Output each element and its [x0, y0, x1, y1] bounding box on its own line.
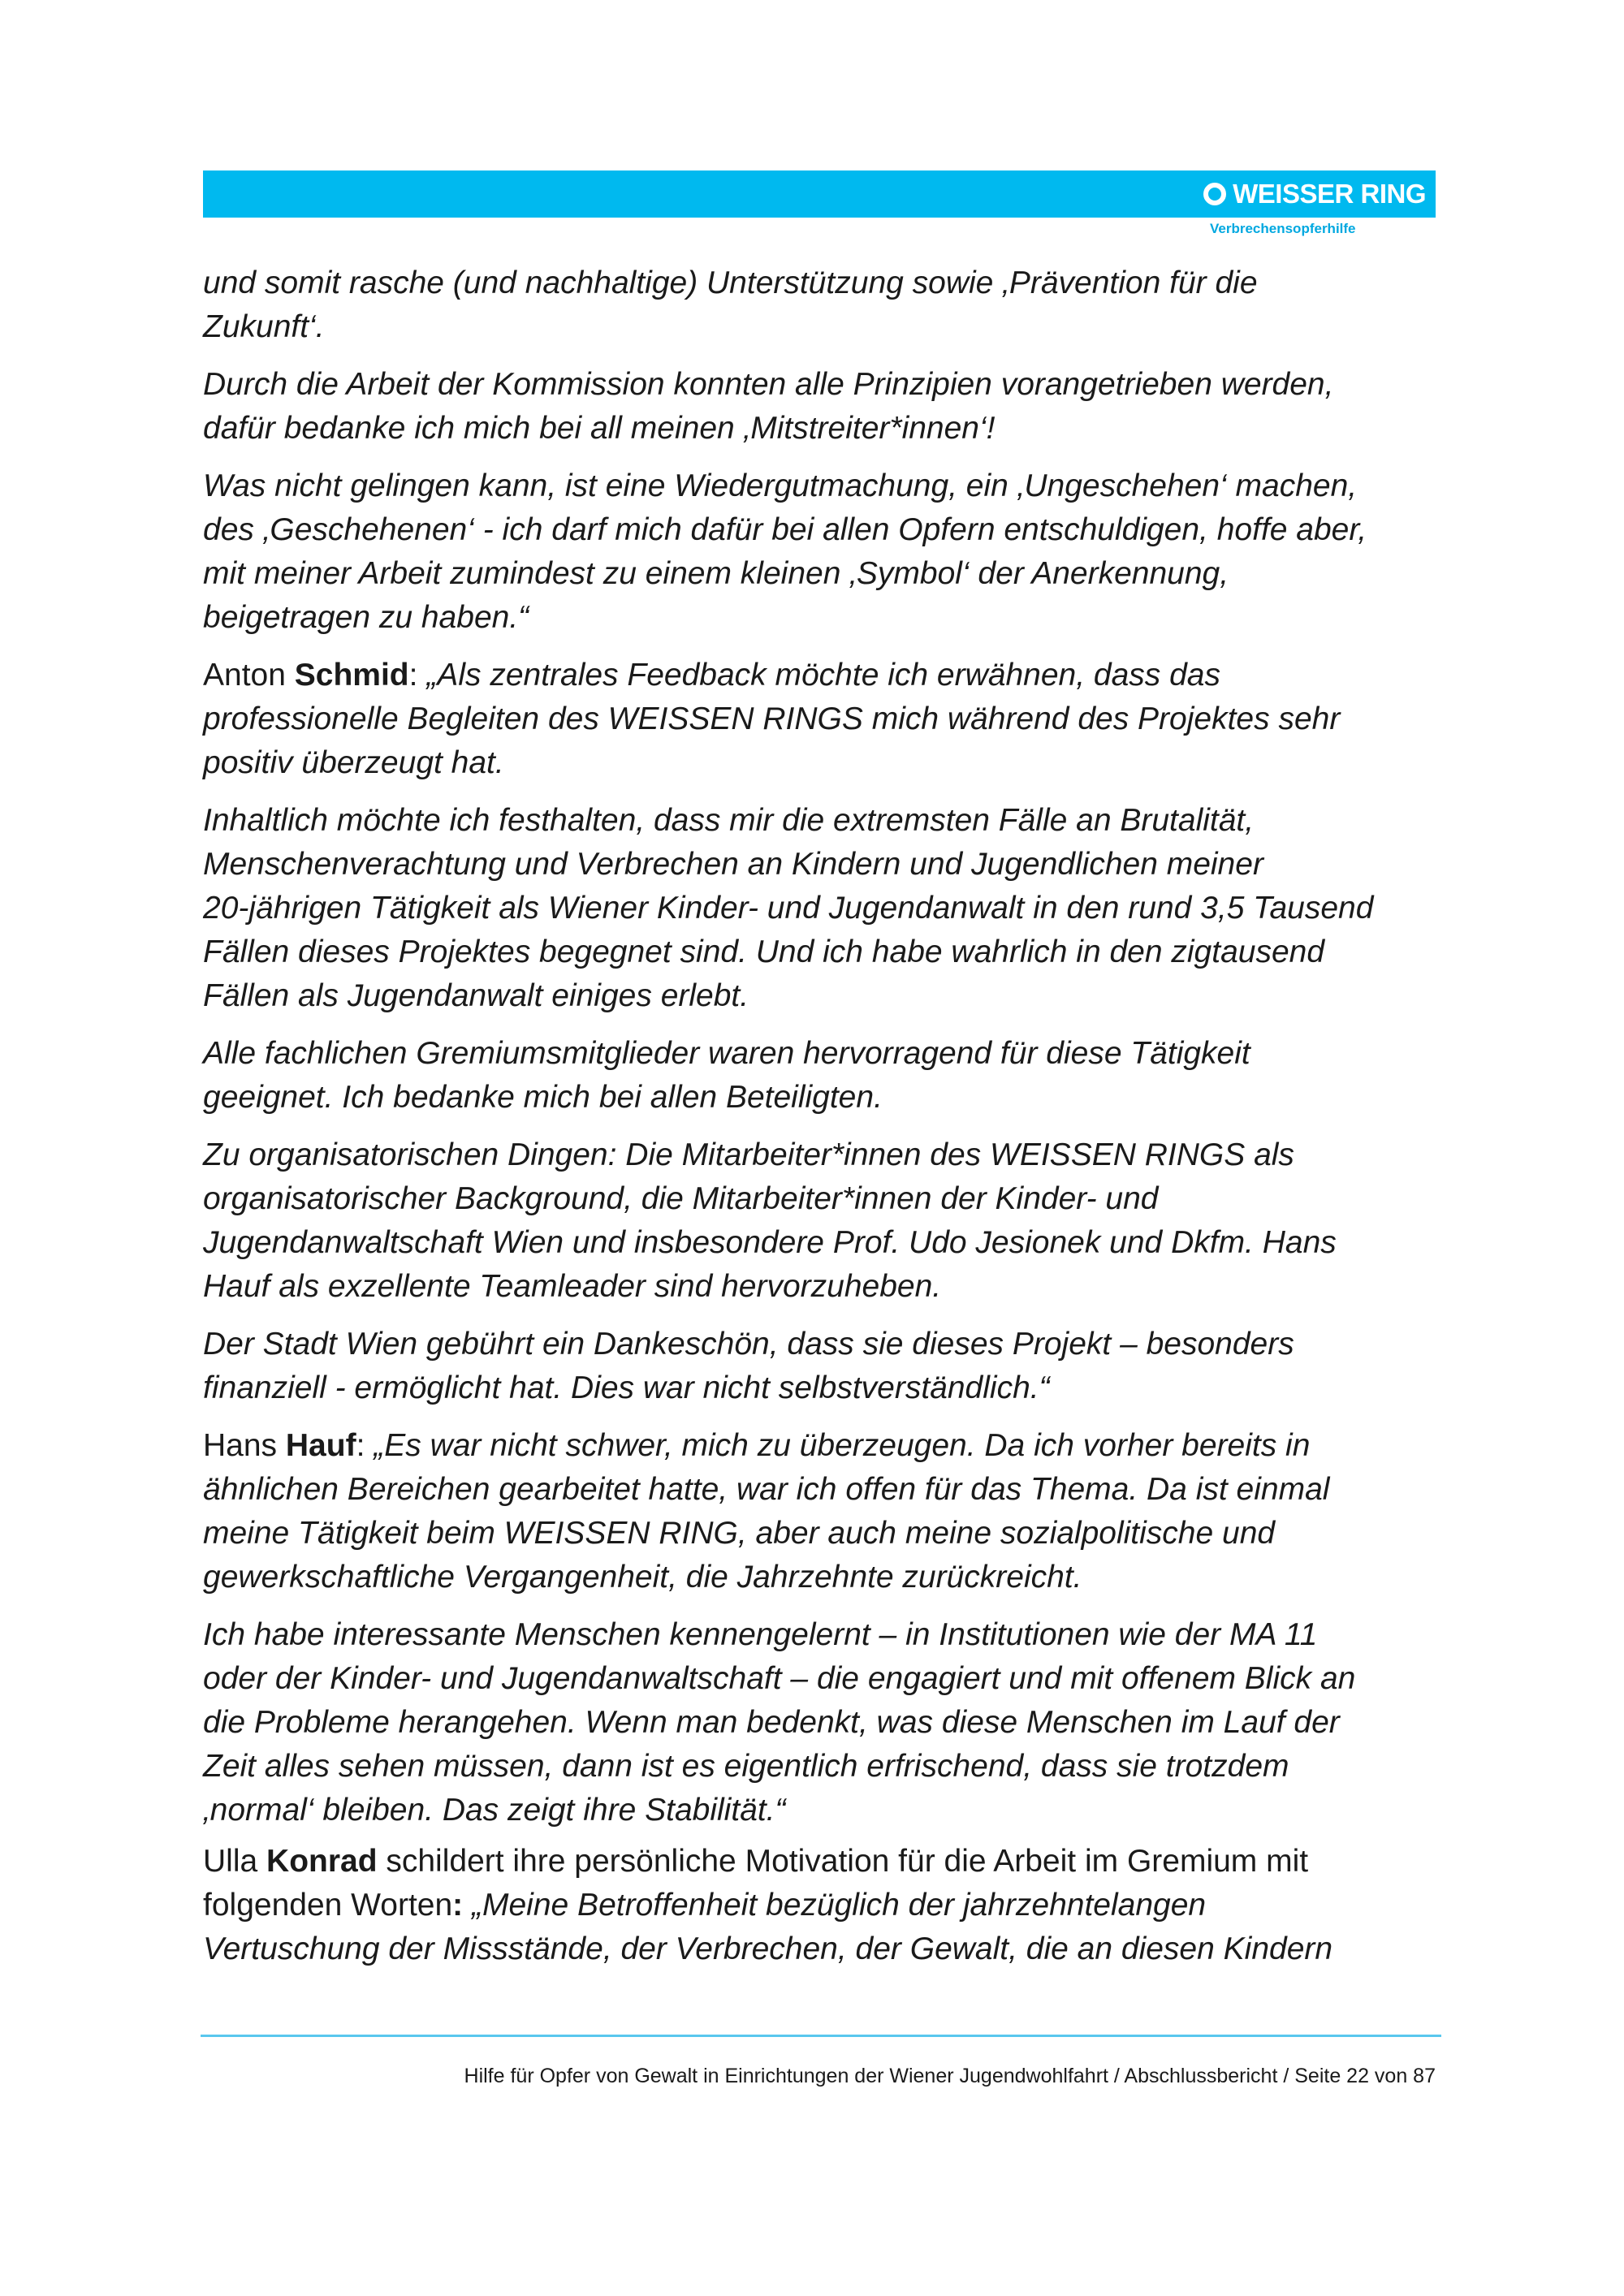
text-line: Der Stadt Wien gebührt ein Dankeschön, dass sie dieses Projekt – besonders — [203, 1327, 1294, 1362]
ring-icon — [1203, 183, 1226, 205]
quote-start: „Als zentrales Feedback möchte ich erwähnen, dass das — [426, 658, 1220, 693]
paragraph-10 — [203, 1613, 1441, 1832]
text-line: positiv überzeugt hat. — [203, 745, 504, 780]
quote-start: „Es war nicht schwer, mich zu überzeugen. Da ich vorher bereits in — [374, 1428, 1311, 1463]
paragraph-hauf — [203, 1424, 1441, 1599]
paragraph-schmid — [203, 654, 1441, 785]
text-line: gewerkschaftliche Vergangenheit, die Jahrzehnte zurückreicht. — [203, 1560, 1082, 1595]
colon: : — [356, 1428, 374, 1463]
weisser-ring-logo — [1203, 176, 1426, 212]
text-line: Menschenverachtung und Verbrechen an Kindern und Jugendlichen meiner — [203, 847, 1263, 882]
document-body — [203, 261, 1441, 1985]
text-line: professionelle Begleiten des WEISSEN RINGS mich während des Projektes sehr — [203, 701, 1341, 736]
paragraph-5 — [203, 799, 1441, 1018]
text-line: beigetragen zu haben.“ — [203, 600, 529, 635]
paragraph-7 — [203, 1133, 1441, 1309]
text-line: meine Tätigkeit beim WEISSEN RING, aber auch meine sozialpolitische und — [203, 1516, 1276, 1551]
paragraph-konrad — [203, 1840, 1441, 1971]
text-line — [203, 1884, 1441, 1927]
text-line: und somit rasche (und nachhaltige) Unterstützung sowie ‚Prävention für die — [203, 265, 1258, 300]
text-line: Hauf als exzellente Teamleader sind hervorzuheben. — [203, 1269, 942, 1304]
text-line: Fällen dieses Projektes begegnet sind. Und ich habe wahrlich in den zigtausend — [203, 934, 1325, 969]
logo-text: WEISSER RING — [1233, 179, 1426, 209]
speaker-first-name: Hans — [203, 1428, 286, 1463]
text-line: Alle fachlichen Gremiumsmitglieder waren hervorragend für diese Tätigkeit — [203, 1036, 1250, 1071]
text-line: Vertuschung der Missstände, der Verbrechen, der Gewalt, die an diesen Kindern — [203, 1931, 1333, 1966]
footer-divider — [201, 2035, 1441, 2037]
logo-subtitle: Verbrechensopferhilfe — [1210, 221, 1356, 236]
text-line: Zu organisatorischen Dingen: Die Mitarbeiter*innen des WEISSEN RINGS als — [203, 1137, 1294, 1172]
text-line: geeignet. Ich bedanke mich bei allen Beteiligten. — [203, 1080, 883, 1115]
speaker-first-name: Ulla — [203, 1844, 267, 1879]
text-line — [203, 1840, 1441, 1884]
footer-text: Hilfe für Opfer von Gewalt in Einrichtungen der Wiener Jugendwohlfahrt / Abschlussbericht / Seite 22 von 87 — [464, 2065, 1436, 2087]
paragraph-1 — [203, 261, 1441, 349]
text-line: dafür bedanke ich mich bei all meinen ‚Mitstreiter*innen‘! — [203, 411, 996, 446]
text-line: Zukunft‘. — [203, 309, 325, 344]
text-line: Jugendanwaltschaft Wien und insbesondere Prof. Udo Jesionek und Dkfm. Hans — [203, 1225, 1337, 1260]
text-line: Fällen als Jugendanwalt einiges erlebt. — [203, 978, 749, 1013]
speaker-first-name: Anton — [203, 658, 295, 693]
text-line — [203, 1424, 1441, 1468]
text-line: oder der Kinder- und Jugendanwaltschaft – die engagiert und mit offenem Blick an — [203, 1661, 1356, 1696]
text-segment: folgenden Worten — [203, 1888, 453, 1923]
text-line: ähnlichen Bereichen gearbeitet hatte, war ich offen für das Thema. Da ist einmal — [203, 1472, 1330, 1507]
colon: : — [452, 1888, 464, 1923]
text-line: mit meiner Arbeit zumindest zu einem kleinen ‚Symbol‘ der Anerkennung, — [203, 556, 1229, 591]
text-line: des ‚Geschehenen‘ - ich darf mich dafür bei allen Opfern entschuldigen, hoffe aber, — [203, 512, 1367, 547]
speaker-name: Konrad — [266, 1844, 378, 1879]
text-line: Durch die Arbeit der Kommission konnten alle Prinzipien vorangetrieben werden, — [203, 367, 1334, 402]
text-line: die Probleme herangehen. Wenn man bedenkt, was diese Menschen im Lauf der — [203, 1705, 1340, 1740]
text-line: 20-jährigen Tätigkeit als Wiener Kinder- und Jugendanwalt in den rund 3,5 Tausend — [203, 891, 1374, 926]
text-line: Inhaltlich möchte ich festhalten, dass mir die extremsten Fälle an Brutalität, — [203, 803, 1255, 838]
paragraph-3 — [203, 464, 1441, 640]
text-line: organisatorischer Background, die Mitarbeiter*innen der Kinder- und — [203, 1181, 1159, 1216]
text-line: Was nicht gelingen kann, ist eine Wiedergutmachung, ein ‚Ungeschehen‘ machen, — [203, 468, 1358, 503]
text-line: Ich habe interessante Menschen kennengelernt – in Institutionen wie der MA 11 — [203, 1617, 1318, 1652]
speaker-name: Hauf — [285, 1428, 356, 1463]
speaker-name: Schmid — [294, 658, 409, 693]
header-band — [203, 170, 1436, 218]
text-line: finanziell - ermöglicht hat. Dies war nicht selbstverständlich.“ — [203, 1370, 1050, 1405]
paragraph-6 — [203, 1032, 1441, 1120]
text-line — [203, 654, 1441, 697]
text-segment: schildert ihre persönliche Motivation für die Arbeit im Gremium mit — [377, 1844, 1309, 1879]
paragraph-2 — [203, 363, 1441, 451]
text-line: ‚normal‘ bleiben. Das zeigt ihre Stabilität.“ — [203, 1793, 786, 1828]
text-line: Zeit alles sehen müssen, dann ist es eigentlich erfrischend, dass sie trotzdem — [203, 1749, 1289, 1784]
quote-start: „Meine Betroffenheit bezüglich der jahrzehntelangen — [463, 1888, 1207, 1923]
colon: : — [408, 658, 427, 693]
paragraph-8 — [203, 1323, 1441, 1410]
